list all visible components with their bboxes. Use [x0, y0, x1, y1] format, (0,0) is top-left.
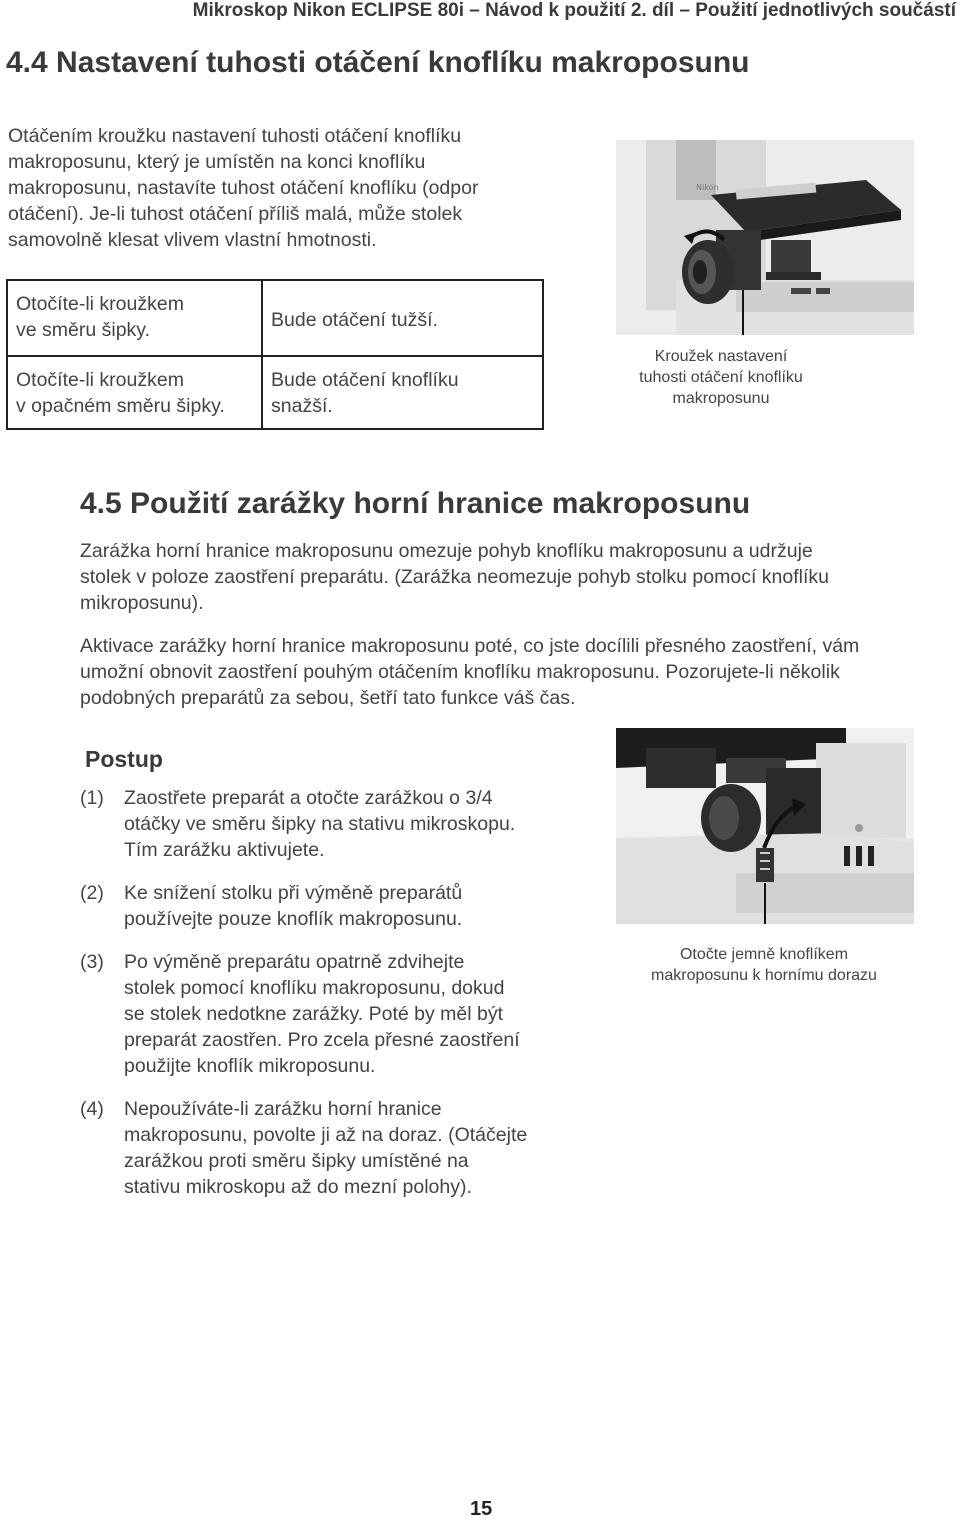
step-line: stativu mikroskopu až do mezní polohy). — [124, 1176, 472, 1198]
procedure-step-2 — [80, 880, 620, 934]
caption-line: Otočte jemně knoflíkem — [679, 946, 849, 963]
step-line: používejte pouze knoflík makroposunu. — [124, 908, 463, 930]
step-number: (4) — [80, 1098, 104, 1120]
microscope-knob-photo — [616, 140, 914, 335]
step-line: Tím zarážku aktivujete. — [124, 839, 325, 861]
table-cell-result-2 — [271, 367, 459, 419]
caption-line: makroposunu k hornímu dorazu — [651, 967, 877, 984]
procedure-step-3 — [80, 949, 620, 1081]
section-4-4-intro — [8, 123, 598, 253]
procedure-step-4 — [80, 1096, 620, 1202]
step-line: stolek pomocí knoflíku makroposunu, dokud — [124, 977, 505, 999]
step-number: (2) — [80, 882, 104, 904]
section-4-5-para1 — [80, 538, 940, 616]
step-line: otáčky ve směru šipky na stativu mikroskopu. — [124, 813, 516, 835]
intro-line: makroposunu, který je umístěn na konci knoflíku — [8, 151, 426, 173]
step-line: použijte knoflík mikroposunu. — [124, 1055, 376, 1077]
page-number: 15 — [470, 1498, 493, 1520]
caption-line: Kroužek nastavení — [654, 348, 788, 365]
intro-line: Otáčením kroužku nastavení tuhosti otáčení knoflíku — [8, 125, 462, 147]
ring-caption — [616, 346, 826, 409]
table-cell-result-1 — [271, 307, 438, 333]
cell-line: snažší. — [271, 395, 333, 417]
nikon-logo: Nikon — [696, 183, 719, 192]
step-number: (3) — [80, 951, 104, 973]
step-line: Nepoužíváte-li zarážku horní hranice — [124, 1098, 442, 1120]
cell-line: Otočíte-li kroužkem — [16, 369, 184, 391]
procedure-step-1 — [80, 785, 620, 865]
table-cell-action-2 — [16, 367, 225, 419]
para-line: mikroposunu). — [80, 592, 204, 614]
table-cell-action-1 — [16, 291, 184, 343]
cell-line: ve směru šipky. — [16, 319, 151, 341]
microscope-knob-illustration — [616, 140, 914, 335]
para-line: Zarážka horní hranice makroposunu omezuje pohyb knoflíku makroposunu a udržuje — [80, 540, 813, 562]
table-row-divider — [8, 355, 542, 357]
step-line: preparát zaostřen. Pro zcela přesné zaostření — [124, 1029, 520, 1051]
caption-line: tuhosti otáčení knoflíku — [639, 369, 803, 386]
section-4-5-title: 4.5 Použití zarážky horní hranice makroposunu — [80, 487, 751, 520]
step-line: se stolek nedotkne zarážky. Poté by měl být — [124, 1003, 503, 1025]
cell-line: Bude otáčení tužší. — [271, 309, 438, 331]
section-4-5-para2 — [80, 633, 950, 711]
rotation-table — [6, 279, 544, 430]
cell-line: v opačném směru šipky. — [16, 395, 225, 417]
caption-line: makroposunu — [672, 390, 770, 407]
intro-line: otáčení). Je-li tuhost otáčení příliš malá, může stolek — [8, 203, 463, 225]
step-line: makroposunu, povolte ji až na doraz. (Otáčejte — [124, 1124, 528, 1146]
step-line: zarážkou proti směru šipky umístěné na — [124, 1150, 469, 1172]
running-header: Mikroskop Nikon ECLIPSE 80i – Návod k použití 2. díl – Použití jednotlivých součástí — [192, 0, 956, 21]
section-4-4-title: 4.4 Nastavení tuhosti otáčení knoflíku makroposunu — [6, 46, 750, 79]
step-number: (1) — [80, 787, 104, 809]
intro-line: makroposunu, nastavíte tuhost otáčení knoflíku (odpor — [8, 177, 479, 199]
cell-line: Bude otáčení knoflíku — [271, 369, 459, 391]
para-line: podobných preparátů za sebou, šetří tato funkce váš čas. — [80, 687, 576, 709]
cell-line: Otočíte-li kroužkem — [16, 293, 184, 315]
step-line: Po výměně preparátu opatrně zdvihejte — [124, 951, 465, 973]
stop-caption — [630, 944, 898, 986]
intro-line: samovolně klesat vlivem vlastní hmotnosti. — [8, 229, 377, 251]
para-line: Aktivace zarážky horní hranice makroposunu poté, co jste docílili přesného zaostření, vám — [80, 635, 860, 657]
microscope-stop-photo — [616, 728, 914, 924]
procedure-title: Postup — [85, 746, 163, 772]
step-line: Zaostřete preparát a otočte zarážkou o 3/4 — [124, 787, 493, 809]
step-line: Ke snížení stolku při výměně preparátů — [124, 882, 463, 904]
microscope-stop-illustration — [616, 728, 914, 924]
para-line: umožní obnovit zaostření pouhým otáčením knoflíku makroposunu. Pozorujete-li několik — [80, 661, 840, 683]
para-line: stolek v poloze zaostření preparátu. (Zarážka neomezuje pohyb stolku pomocí knoflíku — [80, 566, 829, 588]
